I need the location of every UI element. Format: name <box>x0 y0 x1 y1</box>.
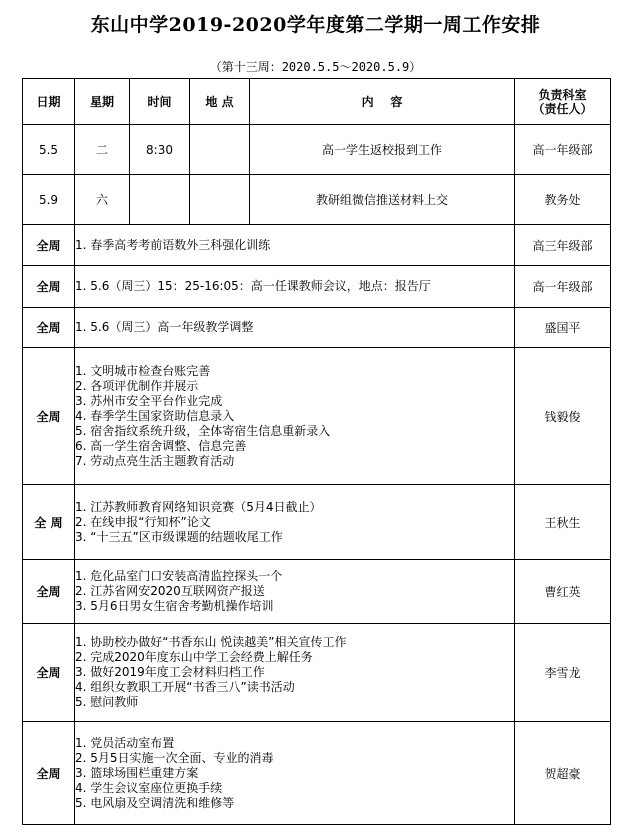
header-place: 地 点 <box>190 79 250 125</box>
header-weekday: 星期 <box>75 79 130 125</box>
list-item: 2. 江苏省网安2020互联网资产报送 <box>75 584 265 598</box>
list-item: 1. 协助校办做好“书香东山 悦读越美”相关宣传工作 <box>75 635 347 649</box>
weekly-label: 全周 <box>23 225 75 266</box>
weekly-dept: 李雪龙 <box>515 624 611 722</box>
list-item: 1. 5.6（周三）15：25-16:05：高一任课教师会议，地点：报告厅 <box>75 279 431 293</box>
list-item: 1. 春季高考考前语数外三科强化训练 <box>75 237 271 252</box>
list-item: 2. 各项评优制作并展示 <box>75 378 199 393</box>
row-date: 5.9 <box>23 175 75 225</box>
list-item: 3. “十三五”区市级课题的结题收尾工作 <box>75 529 283 544</box>
header-dept-line2: （责任人） <box>532 101 593 116</box>
list-item: 1. 危化品室门口安装高清监控探头一个 <box>75 569 283 583</box>
row-dept: 高一年级部 <box>515 125 611 175</box>
list-item: 3. 做好2019年度工会材料归档工作 <box>75 665 265 679</box>
weekly-items <box>75 348 515 485</box>
weekly-items <box>75 624 515 722</box>
row-content: 教研组微信推送材料上交 <box>250 175 515 225</box>
list-item: 1. 党员活动室布置 <box>75 735 175 750</box>
list-item: 2. 在线申报“行知杯”论文 <box>75 514 211 529</box>
list-item: 3. 5月6日男女生宿舍考勤机操作培训 <box>75 599 274 613</box>
weekly-label: 全周 <box>23 348 75 485</box>
row-place <box>190 175 250 225</box>
header-row <box>23 79 611 125</box>
weekly-label: 全周 <box>23 624 75 722</box>
row-weekday: 六 <box>75 175 130 225</box>
list-item: 5. 慰问教师 <box>75 695 139 709</box>
header-time: 时间 <box>130 79 190 125</box>
list-item: 1. 江苏教师教育网络知识竞赛（5月4日截止） <box>75 499 322 514</box>
table-row <box>23 125 611 175</box>
header-date: 日期 <box>23 79 75 125</box>
weekly-items <box>75 266 515 308</box>
list-item: 1. 5.6（周三）高一年级教学调整 <box>75 320 254 334</box>
row-dept: 教务处 <box>515 175 611 225</box>
header-content: 内 容 <box>250 79 515 125</box>
page-title: 东山中学2019-2020学年度第二学期一周工作安排 <box>90 14 541 36</box>
weekly-dept: 高一年级部 <box>515 266 611 308</box>
weekly-label: 全周 <box>23 308 75 348</box>
weekly-row <box>23 308 611 348</box>
table-row <box>23 175 611 225</box>
row-place <box>190 125 250 175</box>
row-content: 高一学生返校报到工作 <box>250 125 515 175</box>
list-item: 2. 完成2020年度东山中学工会经费上解任务 <box>75 650 313 664</box>
list-item: 5. 电风扇及空调清洗和维修等 <box>75 795 235 810</box>
list-item: 2. 5月5日实施一次全面、专业的消毒 <box>75 750 274 765</box>
list-item: 3. 篮球场围栏重建方案 <box>75 765 199 780</box>
list-item: 6. 高一学生宿舍调整、信息完善 <box>75 438 247 453</box>
weekly-dept: 贺超豪 <box>515 722 611 825</box>
list-item: 4. 组织女教职工开展“书香三八”读书活动 <box>75 680 295 694</box>
header-dept <box>515 79 611 125</box>
weekly-label: 全周 <box>23 722 75 825</box>
weekly-row <box>23 225 611 266</box>
weekly-dept: 曹红英 <box>515 560 611 624</box>
header-dept-line1: 负责科室 <box>538 87 587 102</box>
row-time <box>130 175 190 225</box>
weekly-items <box>75 722 515 825</box>
weekly-dept: 盛国平 <box>515 308 611 348</box>
weekly-row <box>23 624 611 722</box>
weekly-items <box>75 225 515 266</box>
row-weekday: 二 <box>75 125 130 175</box>
weekly-items <box>75 485 515 560</box>
list-item: 3. 苏州市安全平台作业完成 <box>75 393 223 408</box>
weekly-dept: 钱毅俊 <box>515 348 611 485</box>
weekly-dept: 王秋生 <box>515 485 611 560</box>
weekly-label: 全周 <box>23 560 75 624</box>
weekly-row <box>23 560 611 624</box>
weekly-items <box>75 560 515 624</box>
row-date: 5.5 <box>23 125 75 175</box>
row-time: 8:30 <box>130 125 190 175</box>
list-item: 4. 学生会议室座位更换手续 <box>75 780 223 795</box>
weekly-row <box>23 722 611 825</box>
weekly-row <box>23 348 611 485</box>
schedule-table <box>22 78 611 825</box>
weekly-label: 全周 <box>23 266 75 308</box>
weekly-row <box>23 266 611 308</box>
weekly-dept: 高三年级部 <box>515 225 611 266</box>
weekly-row <box>23 485 611 560</box>
weekly-label: 全 周 <box>23 485 75 560</box>
list-item: 7. 劳动点亮生活主题教育活动 <box>75 453 235 468</box>
list-item: 4. 春季学生国家资助信息录入 <box>75 408 235 423</box>
weekly-items <box>75 308 515 348</box>
week-range-subtitle: （第十三周：2020.5.5～2020.5.9） <box>209 60 422 74</box>
list-item: 1. 文明城市检查台账完善 <box>75 363 211 378</box>
list-item: 5. 宿舍指纹系统升级，全体寄宿生信息重新录入 <box>75 423 331 438</box>
